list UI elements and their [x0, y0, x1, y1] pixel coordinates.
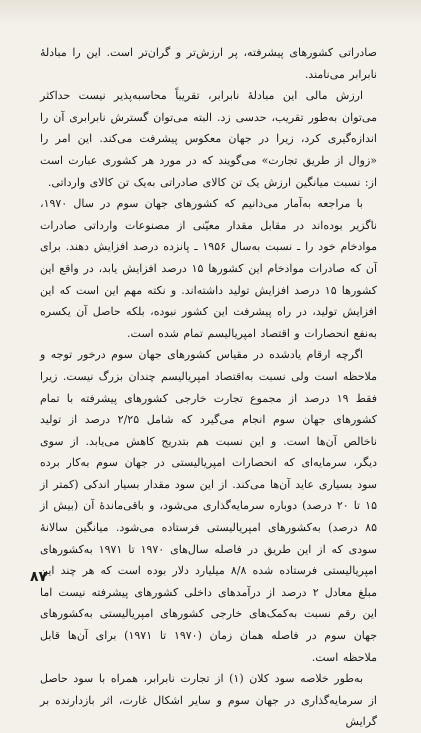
paragraph: با مراجعه به‌آمار می‌دانیم که کشورهای جهان سوم در سال ۱۹۷۰، ناگزیر بوده‌اند در مقابل مقدار معیّنی از مصنوعات وارداتی صادرات موادخام خود را ـ نسبت به‌سال ۱۹۵۶ ـ پانزده درصد افزایش دهند. برای آن که صادرات موادخام این کشورها ۱۵ درصد افزایش یابد، در واقع این کشورها ۱۵ درصد افزایش تولید داشته‌اند. و نکته مهم این است که این افزایش تولید، در راه پیشرفت این کشور نبوده، بلکه حاصل آن یکسره به‌نفع انحصارات و اقتصاد امپریالیسم تمام شده است. [40, 197, 377, 340]
body-text [40, 42, 377, 733]
page-fold-shadow [0, 0, 421, 26]
paragraph: صادراتی کشورهای پیشرفته، پر ارزش‌تر و گران‌تر است. این را مبادلهٔ نابرابر می‌نامند. [40, 46, 377, 81]
page-number: ۸۷ [30, 569, 48, 585]
paragraph: ارزش مالی این مبادلهٔ نابرابر، تقریباً محاسبه‌پذیر نیست حداکثر می‌توان به‌طور تقریب، حدسی زد. البته می‌توان گسترش نابرابری آن را اندازه‌گیری کرد، زیرا در جهان معکوس پیشرفت می‌کند. این امر را «زوال از طریق تجارت» می‌گویند که در مورد هر کشوری عبارت است از: نسبت میانگین ارزش یک تن کالای صادراتی به‌یک تن کالای وارداتی. [40, 89, 377, 189]
paragraph: به‌طور خلاصه سود کلان (۱) از تجارت نابرابر، همراه با سود حاصل از سرمایه‌گذاری در جهان سوم و سایر اشکال غارت، اثر بازدارنده بر گرایش [40, 672, 377, 729]
paragraph: اگرچه ارقام یادشده در مقیاس کشورهای جهان سوم درخور توجه و ملاحظه است ولی نسبت به‌اقتصاد امپریالیسم چندان بزرگ نیست. زیرا فقط ۱۹ درصد از مجموع تجارت خارجی کشورهای پیشرفته با تمام کشورهای جهان سوم انجام می‌گیرد که شامل ۲/۲۵ درصد از تولید ناخالص آن‌ها است. و این نسبت هم بتدریج کاهش می‌یابد. از سوی دیگر، سرمایه‌ای که انحصارات امپریالیستی در جهان سوم به‌کار برده سود بسیاری عاید آن‌ها می‌کند. از این سود مقدار بسیار اندکی (کمتر از ۱۵ تا ۲۰ درصد) دوباره سرمایه‌گذاری می‌شود، و باقی‌ماندهٔ آن (بیش از ۸۵ درصد) به‌کشورهای امپریالیستی فرستاده می‌شود. میانگین سالانهٔ سودی که از این طریق در فاصله سال‌های ۱۹۷۰ تا ۱۹۷۱ به‌کشورهای امپریالیستی فرستاده شده ۸/۸ میلیارد دلار بوده است که هر چند این مبلغ معادل ۲ درصد از درآمدهای داخلی کشورهای پیشرفته نیست اما این رقم نسبت به‌کمک‌های خارجی کشورهای امپریالیستی به‌کشورهای جهان سوم در فاصله همان زمان (۱۹۷۰ تا ۱۹۷۱) برای آن‌ها قابل ملاحظه است. [40, 348, 378, 664]
